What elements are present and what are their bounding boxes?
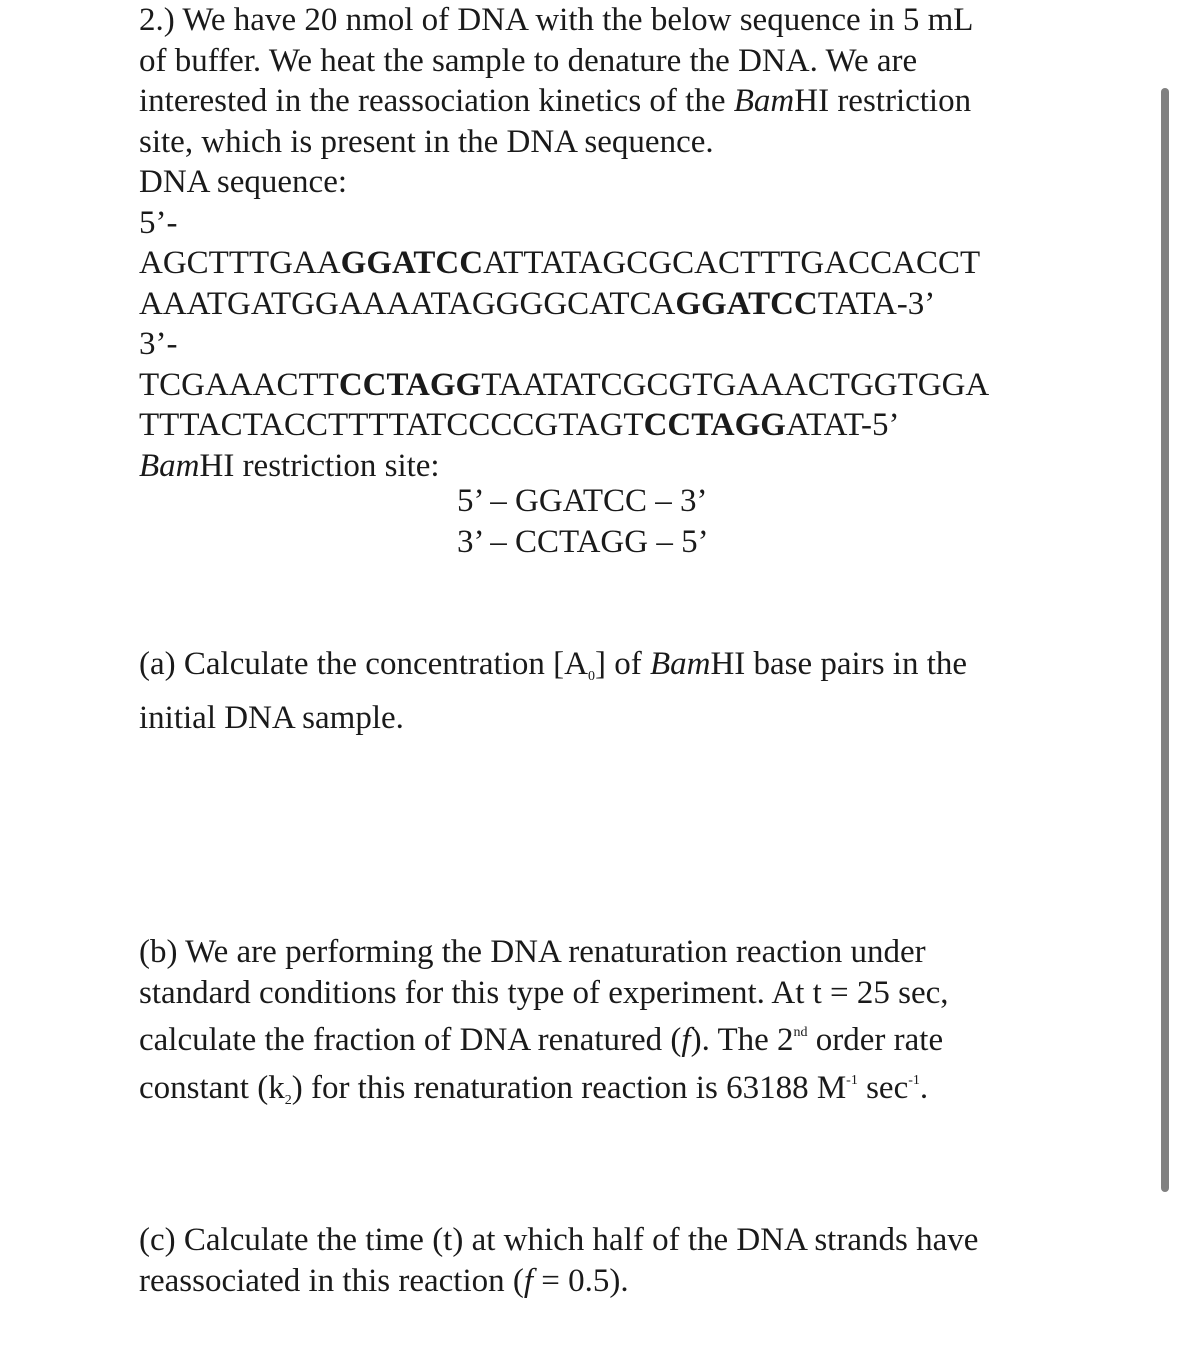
fraction-symbol: f <box>681 1022 691 1058</box>
seq-segment: TAATATCGCGTGAAACTGGTGGA <box>481 366 990 403</box>
question-a <box>139 644 1149 738</box>
bamhi-site-highlight: GGATCC <box>675 285 818 322</box>
fraction-symbol: f <box>523 1262 534 1299</box>
intro-line-2: of buffer. We heat the sample to denature the DNA. We are <box>139 42 918 79</box>
bottom-strand-prime: 3’- <box>139 326 178 362</box>
qc-text: = 0.5). <box>533 1262 629 1299</box>
enzyme-name: Bam <box>733 83 795 119</box>
problem-text <box>139 0 1149 486</box>
qb-text: sec <box>857 1069 909 1106</box>
unit-exponent: -1 <box>846 1072 858 1088</box>
question-c-line-2 <box>139 1261 1149 1302</box>
intro-line-3-text: interested in the reassociation kinetics of the <box>139 83 734 119</box>
restriction-word: restriction <box>829 83 972 119</box>
qb-text: . <box>919 1069 929 1106</box>
question-b-line-3 <box>139 1013 1149 1061</box>
dna-sequence-label: DNA sequence: <box>139 164 348 200</box>
bottom-strand-line-2 <box>139 405 1149 446</box>
qc-text: reassociated in this reaction ( <box>139 1262 524 1299</box>
question-a-line-1 <box>139 644 1149 698</box>
enzyme-suffix: HI <box>794 83 830 119</box>
seq-segment: AGCTTTGAA <box>139 245 341 281</box>
site-label <box>139 446 1149 487</box>
unit-exponent: -1 <box>908 1072 920 1088</box>
k-subscript: 2 <box>284 1092 292 1108</box>
question-a-line-2: initial DNA sample. <box>139 699 404 736</box>
bamhi-site-highlight: CCTAGG <box>643 407 786 443</box>
qb-text: ). The 2 <box>690 1022 794 1058</box>
bamhi-site-highlight: CCTAGG <box>338 366 482 403</box>
intro-line-3 <box>139 81 1149 122</box>
qa-subscript: 0 <box>587 669 595 684</box>
seq-segment: ATTATAGCGCACTTTGACCACCT <box>483 245 981 281</box>
top-strand-line-1 <box>139 243 1149 284</box>
question-b-line-2: standard conditions for this type of experiment. At t = 25 sec, <box>139 974 949 1011</box>
intro-line-1: 2.) We have 20 nmol of DNA with the below sequence in 5 mL <box>139 2 974 38</box>
bamhi-site-highlight: GGATCC <box>340 245 484 281</box>
question-c <box>139 1220 1149 1301</box>
seq-segment: TTTACTACCTTTTATCCCCGTAGT <box>139 407 644 443</box>
qb-text: order rate <box>807 1022 944 1058</box>
question-b-line-1: (b) We are performing the DNA renaturation reaction under <box>139 934 926 970</box>
intro-line-4: site, which is present in the DNA sequence. <box>139 123 714 160</box>
qa-text: (a) Calculate the concentration [A <box>139 646 588 682</box>
ordinal-superscript: nd <box>793 1025 808 1040</box>
enzyme-name: Bam <box>139 447 200 484</box>
qa-text: HI base pairs in the <box>710 646 968 682</box>
site-label-text: HI restriction site: <box>199 447 440 484</box>
qb-text: constant (k <box>139 1069 285 1106</box>
vertical-scrollbar[interactable] <box>1161 88 1169 1192</box>
seq-segment: TATA-3’ <box>817 285 936 322</box>
seq-segment: AAATGATGGAAAATAGGGGCATCA <box>139 285 676 322</box>
top-strand-line-2 <box>139 284 1149 325</box>
seq-segment: ATAT-5’ <box>785 407 900 443</box>
question-b-line-4 <box>139 1061 1149 1122</box>
enzyme-name: Bam <box>649 646 711 682</box>
qb-text: ) for this renaturation reaction is 63188 M <box>291 1069 847 1106</box>
qa-text: ] of <box>594 646 650 682</box>
bottom-strand-line-1 <box>139 365 1149 406</box>
question-c-line-1: (c) Calculate the time (t) at which half of the DNA strands have <box>139 1222 979 1258</box>
site-bottom-strand: 3’ – CCTAGG – 5’ <box>457 524 709 560</box>
site-top-strand: 5’ – GGATCC – 3’ <box>457 483 708 519</box>
seq-segment: TCGAAACTT <box>139 366 339 403</box>
top-strand-prime: 5’- <box>139 204 178 241</box>
qb-text: calculate the fraction of DNA renatured ( <box>139 1022 682 1058</box>
question-b <box>139 932 1149 1121</box>
